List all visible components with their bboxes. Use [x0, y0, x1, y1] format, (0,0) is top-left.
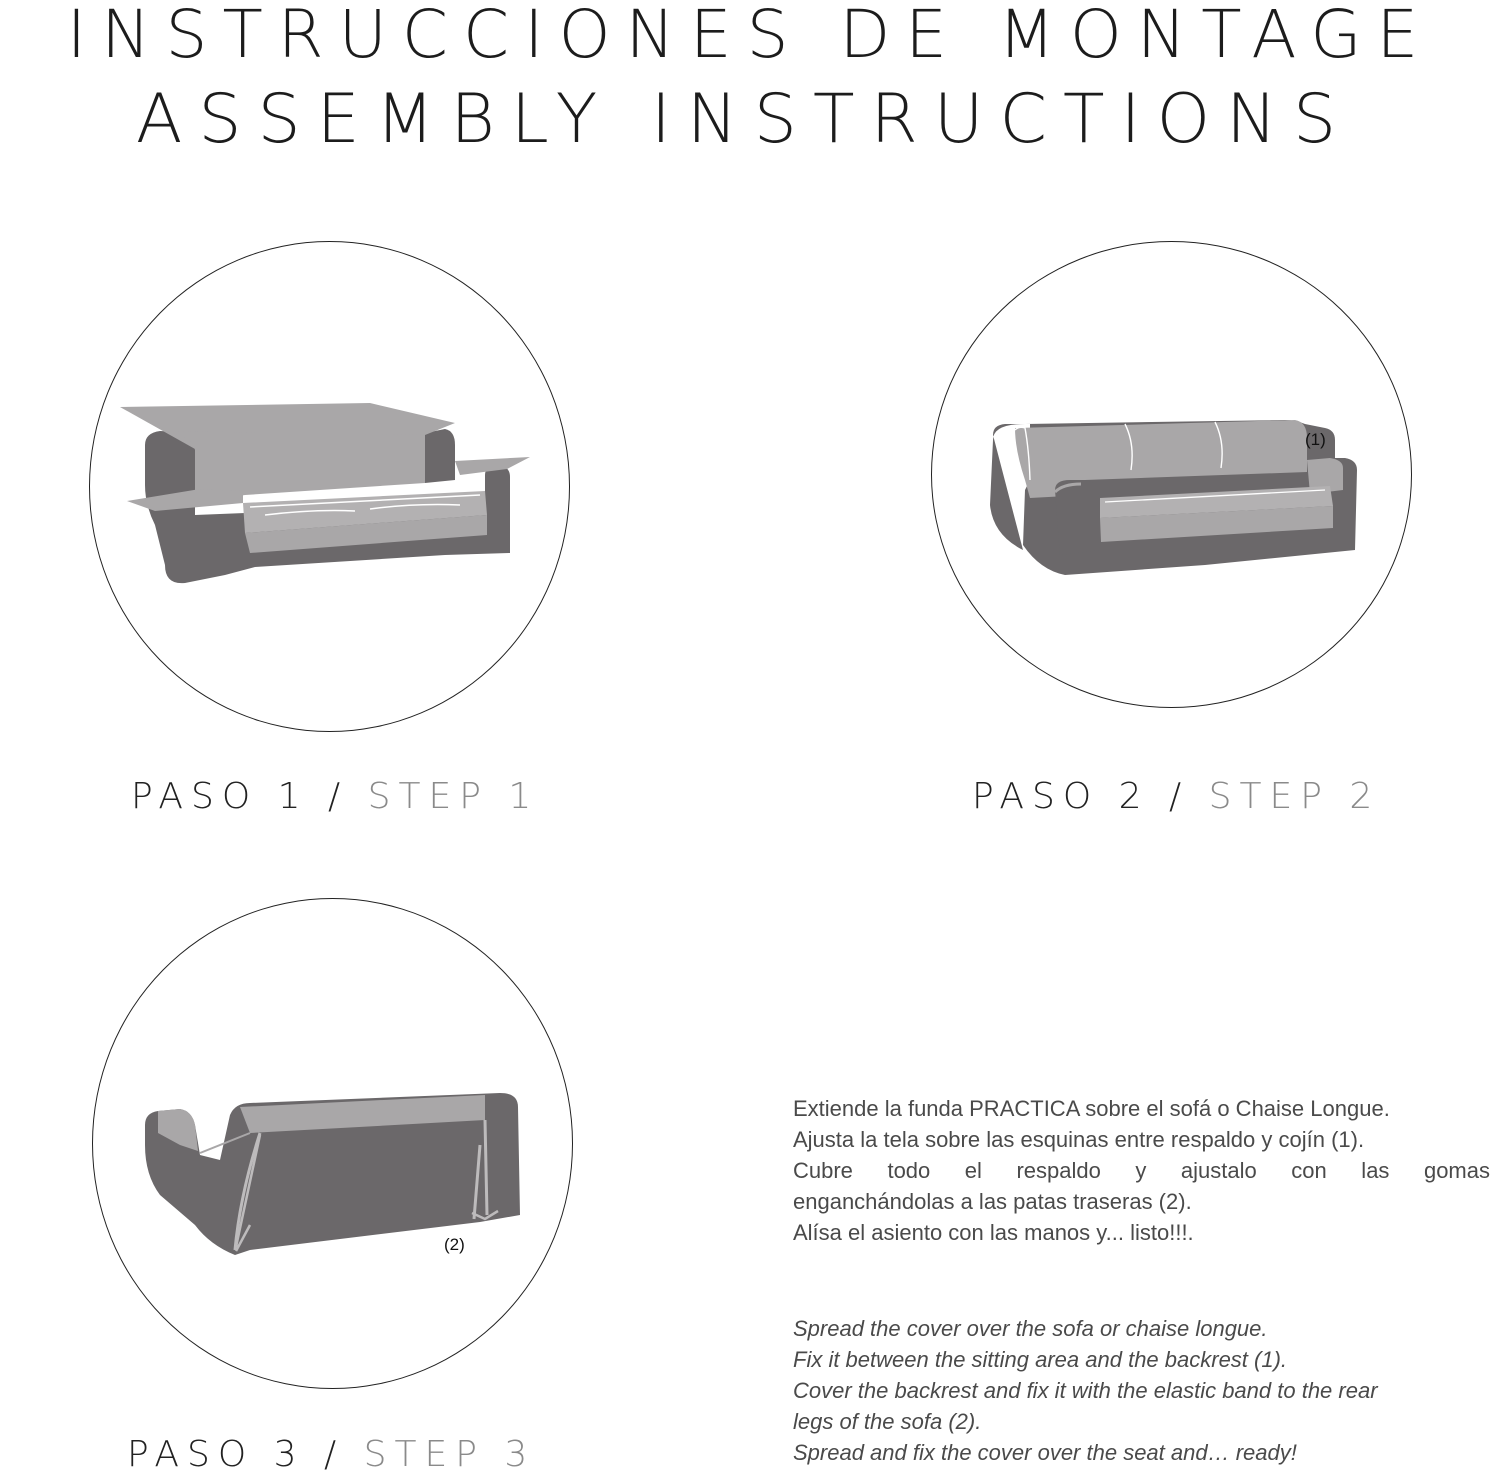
es-line: Cubre todo el respaldo y ajustalo con las gomas	[793, 1158, 1490, 1183]
step-3-paso: PASO 3	[127, 1434, 305, 1475]
title-spanish: INSTRUCCIONES DE MONTAGE	[66, 0, 1434, 73]
step-1-english: STEP 1	[367, 776, 540, 817]
es-line: Alísa el asiento con las manos y... listo!!!.	[793, 1220, 1194, 1245]
en-line: Fix it between the sitting area and the backrest (1).	[793, 1347, 1288, 1372]
es-line: Extiende la funda PRACTICA sobre el sofá o Chaise Longue.	[793, 1096, 1390, 1121]
step-1-label	[131, 776, 540, 817]
callout-2: (2)	[444, 1235, 465, 1254]
callout-1: (1)	[1305, 430, 1326, 449]
en-line: Cover the backrest and fix it with the elastic band to the rear	[793, 1378, 1378, 1403]
en-line: Spread and fix the cover over the seat and… ready!	[793, 1440, 1297, 1465]
en-line: Spread the cover over the sofa or chaise longue.	[793, 1316, 1268, 1341]
step-3-label	[127, 1434, 536, 1475]
step-1-paso: PASO 1	[131, 776, 309, 817]
step-3-separator: /	[324, 1434, 345, 1475]
step-1-sofa-illustration	[115, 395, 535, 595]
english-instructions	[793, 1313, 1490, 1468]
title-english: ASSEMBLY INSTRUCTIONS	[135, 80, 1353, 159]
step-2-english: STEP 2	[1208, 776, 1381, 817]
step-2-separator: /	[1169, 776, 1190, 817]
step-3-sofa-illustration	[140, 1085, 525, 1260]
step-1-separator: /	[328, 776, 349, 817]
step-2-paso: PASO 2	[972, 776, 1150, 817]
es-line: Ajusta la tela sobre las esquinas entre respaldo y cojín (1).	[793, 1127, 1365, 1152]
es-line: enganchándolas a las patas traseras (2).	[793, 1189, 1192, 1214]
step-3-english: STEP 3	[363, 1434, 536, 1475]
en-line: legs of the sofa (2).	[793, 1409, 982, 1434]
step-2-label	[972, 776, 1381, 817]
spanish-instructions	[793, 1093, 1490, 1248]
